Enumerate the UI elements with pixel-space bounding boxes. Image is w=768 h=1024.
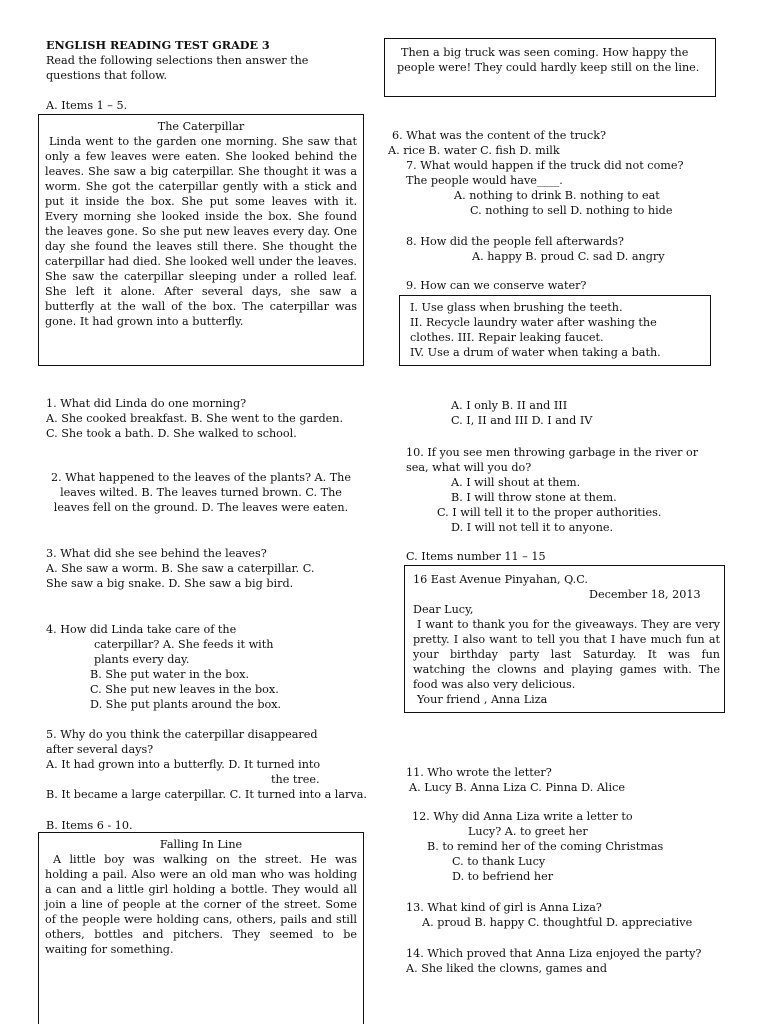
question-3 [46,546,326,591]
instructions: Read the following selections then answer the questions that follow. [46,54,309,82]
letter-date: December 18, 2013 [589,588,701,601]
option-a: A. I will shout at them. [451,476,581,489]
option-a-b: A. nothing to drink B. nothing to eat [454,189,660,202]
option-c: C. I will tell it to the proper authorities. [437,506,662,519]
question-text: 13. What kind of girl is Anna Liza? [406,901,602,914]
question-text: 11. Who wrote the letter? [406,766,552,779]
letter-box [404,565,725,713]
question-options: A. Lucy B. Anna Liza C. Pinna D. Alice [409,781,625,794]
question-text: 3. What did she see behind the leaves? [46,547,267,560]
question-text: 4. How did Linda take care of the [46,623,237,636]
question-2: 2. What happened to the leaves of the plants? A. The leaves wilted. B. The leaves turned brown. C. The leaves fell on the ground. D. The leaves were eaten. [51,471,351,514]
question-options: A. She cooked breakfast. B. She went to the garden. C. She took a bath. D. She walked to school. [46,412,344,440]
story-continuation-text: Then a big truck was seen coming. How happy the people were! They could hardly keep still on the line. [397,46,700,74]
question-1 [46,396,346,441]
question-9: 9. How can we conserve water? [406,279,587,292]
story-title: Falling In Line [159,838,243,851]
question-7 [406,158,706,218]
story-title: The Caterpillar [157,120,245,133]
falling-in-line-story-box [38,832,364,1024]
option-d: D. She put plants around the box. [90,698,282,711]
question-text: 5. Why do you think the caterpillar disappeared after several days? [46,728,318,756]
section-a-label: A. Items 1 – 5. [46,99,128,112]
option-d: D. I will not tell it to anyone. [451,521,614,534]
option-b: B. She put water in the box. [90,668,250,681]
option-a-b: A. I only B. II and III [451,399,568,412]
option-c-d: C. nothing to sell D. nothing to hide [470,204,673,217]
statement-4: IV. Use a drum of water when taking a bath. [410,346,661,359]
option-a: caterpillar? A. She feeds it with [94,638,274,651]
option-a: Lucy? A. to greet her [468,825,588,838]
question-text: 8. How did the people fell afterwards? [406,235,624,248]
question-text: 12. Why did Anna Liza write a letter to [412,810,633,823]
story-continuation-box [384,38,716,97]
question-6 [388,128,722,158]
question-options: A. rice B. water C. fish D. milk [388,144,560,157]
question-options: A. happy B. proud C. sad D. angry [472,250,665,263]
question-13 [406,900,736,930]
option-b-c: B. It became a large caterpillar. C. It turned into a larva. [46,788,367,801]
question-10 [406,445,710,535]
section-b-label: B. Items 6 - 10. [46,819,133,832]
question-5 [46,727,367,802]
letter-address: 16 East Avenue Pinyahan, Q.C. [413,573,588,586]
water-conservation-box [399,295,711,366]
question-14: 14. Which proved that Anna Liza enjoyed the party? A. She liked the clowns, games and [406,947,702,975]
question-options: A. proud B. happy C. thoughtful D. appreciative [422,916,693,929]
question-9-options [451,398,592,428]
question-text: 6. What was the content of the truck? [392,129,607,142]
option-a-cont: plants every day. [94,653,190,666]
question-12 [412,809,712,884]
statement-1: I. Use glass when brushing the teeth. [410,301,623,314]
option-d: D. to befriend her [452,870,554,883]
question-8 [406,234,706,264]
section-c-label: C. Items number 11 – 15 [406,550,546,563]
statement-2-3: II. Recycle laundry water after washing the clothes. III. Repair leaking faucet. [410,316,657,344]
question-options: A. She saw a worm. B. She saw a caterpillar. C. She saw a big snake. D. She saw a big bird. [46,562,315,590]
letter-closing: Your friend , Anna Liza [417,693,548,706]
question-text: 7. What would happen if the truck did not come? The people would have____. [406,159,684,187]
option-d-cont: the tree. [271,773,320,786]
option-b: B. to remind her of the coming Christmas [427,840,664,853]
option-c: C. to thank Lucy [452,855,546,868]
question-4 [46,622,346,712]
option-a-d: A. It had grown into a butterfly. D. It turned into [46,758,321,771]
question-11 [406,765,625,795]
option-c: C. She put new leaves in the box. [90,683,279,696]
letter-body: I want to thank you for the giveaways. They are very pretty. I also want to tell you that I have much fun at your birthday party last Saturday. It was fun watching the clowns and playing games with. The food was also very delicious. [413,618,720,691]
question-text: 1. What did Linda do one morning? [46,397,247,410]
story-text: A little boy was walking on the street. He was holding a pail. Also were an old man who was holding a can and a little girl holding a bottle. They would all join a line of people at the corner of the street. Some of the people were holding cans, others, pails and still others, bottles and pitchers. They seemed to be waiting for something. [45,853,357,956]
caterpillar-story-box [38,114,364,366]
question-text: 10. If you see men throwing garbage in the river or sea, what will you do? [406,446,699,474]
letter-salutation: Dear Lucy, [413,603,474,616]
test-title: ENGLISH READING TEST GRADE 3 [46,38,270,52]
option-b: B. I will throw stone at them. [451,491,617,504]
option-c-d: C. I, II and III D. I and IV [451,414,593,427]
story-text: Linda went to the garden one morning. She saw that only a few leaves were eaten. She looked behind the leaves. She saw a big caterpillar. She thought it was a worm. She got the caterpillar gently with a stick and put it inside the box. She put some leaves with it. Every morning she looked inside the box. She found the leaves gone. So she put new leaves every day. One day she found the leaves still there. She thought the caterpillar had died. She looked well under the leaves. She saw the caterpillar sleeping under a rolled leaf. She left it alone. After several days, she saw a butterfly at the wall of the box. The caterpillar was gone. It had grown into a butterfly. [45,135,357,328]
